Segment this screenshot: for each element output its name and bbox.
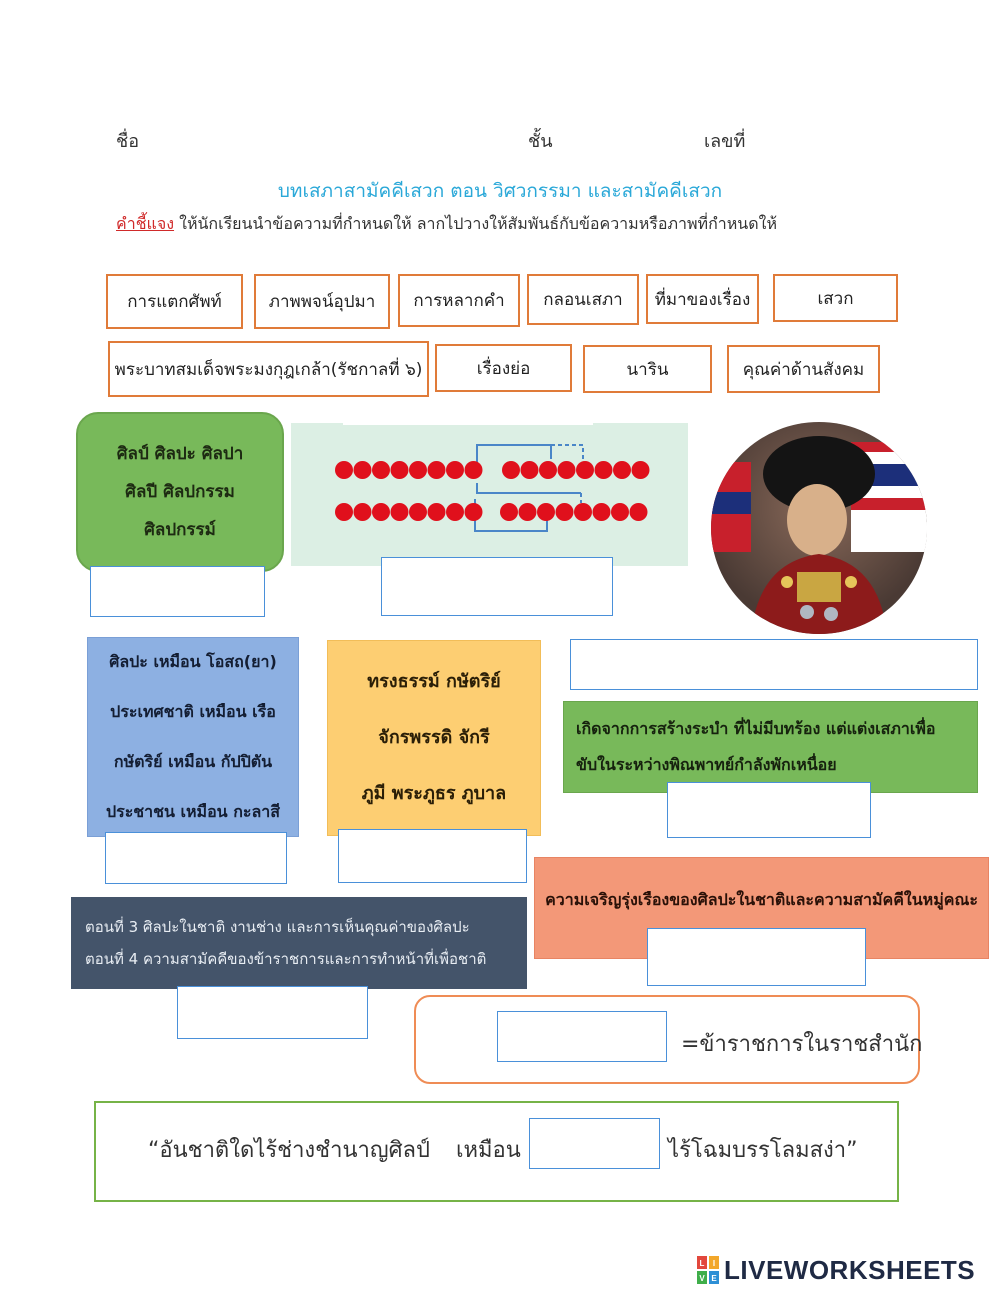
quote-left: “อันชาติใดไร้ช่างชำนาญศิลป์ xyxy=(148,1138,430,1163)
definition-text: =ข้าราชการในราชสำนัก xyxy=(681,1032,923,1057)
syllable-dots-row-1 xyxy=(335,461,650,479)
syllable-dot xyxy=(574,503,592,521)
drop-zone[interactable] xyxy=(647,928,866,986)
card-line: เกิดจากการสร้างระบำ ที่ไม่มีบทร้อง แต่แต่งเสภาเพื่อ xyxy=(576,719,936,738)
syllable-dot xyxy=(465,503,483,521)
card-line: ศิลป์ ศิลปะ ศิลปา xyxy=(116,444,244,464)
card-line: ตอนที่ 4 ความสามัคคีของข้าราชการและการทำหน้าที่เพื่อชาติ xyxy=(85,950,487,968)
syllable-dot xyxy=(537,503,555,521)
syllable-dot xyxy=(335,461,353,479)
syllable-dot xyxy=(372,503,390,521)
brand-name: LIVEWORKSHEETS xyxy=(724,1255,976,1285)
drop-zone[interactable] xyxy=(338,829,527,883)
drop-zone[interactable] xyxy=(570,639,978,690)
syllable-dot xyxy=(409,503,427,521)
syllable-dot xyxy=(428,503,446,521)
syllable-dot xyxy=(630,503,648,521)
logo-letter: I xyxy=(712,1259,716,1268)
answer-tile[interactable]: นาริน xyxy=(583,345,712,393)
verse-meter-diagram-icon xyxy=(291,423,688,566)
logo-letter: E xyxy=(711,1274,717,1283)
syllable-dot xyxy=(521,461,539,479)
drop-zone[interactable] xyxy=(667,782,871,838)
syllable-dot xyxy=(613,461,631,479)
drop-zone[interactable] xyxy=(90,566,265,617)
answer-tile[interactable]: เสวก xyxy=(773,274,898,322)
syllable-dot xyxy=(465,461,483,479)
drop-zone[interactable] xyxy=(105,832,287,884)
card-line: ประชาชน เหมือน กะลาสี xyxy=(105,802,281,821)
syllable-dot xyxy=(354,503,372,521)
syllable-dot xyxy=(539,461,557,479)
logo-svg xyxy=(697,1256,719,1284)
number-label: เลขที่ xyxy=(704,131,746,152)
syllable-dot xyxy=(409,461,427,479)
syllable-dot xyxy=(519,503,537,521)
card-line: ตอนที่ 3 ศิลปะในชาติ งานช่าง และการเห็นคุณค่าของศิลปะ xyxy=(85,918,470,936)
logo-letter: L xyxy=(699,1259,705,1268)
syllable-dot xyxy=(354,461,372,479)
synopsis-card xyxy=(71,897,527,989)
worksheet-title: บทเสภาสามัคคีเสวก ตอน วิศวกรรมา และสามัคคีเสวก xyxy=(277,180,723,202)
syllable-dot xyxy=(595,461,613,479)
syllable-dot xyxy=(611,503,629,521)
card-line: ศิลปี ศิลปกรรม xyxy=(125,482,235,502)
answer-tile[interactable]: เรื่องย่อ xyxy=(435,344,572,392)
drop-zone[interactable] xyxy=(529,1118,660,1169)
drop-zone[interactable] xyxy=(497,1011,667,1062)
syllable-dot xyxy=(558,461,576,479)
syllable-dot xyxy=(593,503,611,521)
verse-meter-svg xyxy=(291,423,688,566)
syllable-dot xyxy=(372,461,390,479)
syllable-dots-row-2 xyxy=(335,503,648,521)
drop-zone[interactable] xyxy=(381,557,613,616)
answer-tile[interactable]: การแตกศัพท์ xyxy=(106,274,243,329)
syllable-dot xyxy=(335,503,353,521)
instruction xyxy=(116,212,777,237)
name-label: ชื่อ xyxy=(116,131,140,152)
card-line: ความเจริญรุ่งเรืองของศิลปะในชาติและความสามัคคีในหมู่คณะ xyxy=(545,890,978,909)
card-line: ขับในระหว่างพิณพาทย์กำลังพักเหนื่อย xyxy=(576,755,837,774)
card-line: ศิลปะ เหมือน โอสถ(ยา) xyxy=(109,652,277,671)
instruction-label: คำชี้แจง xyxy=(116,214,175,233)
syllable-dot xyxy=(446,503,464,521)
answer-tile[interactable]: การหลากคำ xyxy=(398,274,520,327)
drop-zone[interactable] xyxy=(177,986,368,1039)
syllable-dot xyxy=(632,461,650,479)
answer-tile[interactable]: ภาพพจน์อุปมา xyxy=(254,274,390,329)
syllable-dot xyxy=(500,503,518,521)
grade-label: ชั้น xyxy=(528,131,553,152)
answer-tile[interactable]: ที่มาของเรื่อง xyxy=(646,274,759,324)
syllable-dot xyxy=(446,461,464,479)
syllable-dot xyxy=(428,461,446,479)
answer-tile[interactable]: กลอนเสภา xyxy=(527,274,639,325)
syllable-dot xyxy=(391,503,409,521)
king-portrait-icon xyxy=(711,422,927,634)
instruction-text: ให้นักเรียนนำข้อความที่กำหนดให้ ลากไปวางให้สัมพันธ์กับข้อความหรือภาพที่กำหนดให้ xyxy=(174,214,777,233)
quote-right: ไร้โฉมบรรโลมสง่า” xyxy=(668,1138,858,1163)
card-line: ภูมี พระภูธร ภูบาล xyxy=(361,783,507,804)
synonyms-card xyxy=(327,640,541,836)
quote-mid: เหมือน xyxy=(456,1138,521,1163)
syllable-dot xyxy=(556,503,574,521)
metaphor-card xyxy=(87,637,299,837)
answer-tile[interactable]: พระบาทสมเด็จพระมงกุฎเกล้า(รัชกาลที่ ๖) xyxy=(108,341,429,397)
card-line: กษัตริย์ เหมือน กัปปิตัน xyxy=(113,752,273,771)
card-line: ทรงธรรม์ กษัตริย์ xyxy=(367,671,501,692)
answer-tile[interactable]: คุณค่าด้านสังคม xyxy=(727,345,880,393)
logo-letter: V xyxy=(699,1274,705,1283)
card-line: ศิลปกรรม์ xyxy=(144,520,216,540)
syllable-dot xyxy=(502,461,520,479)
portrait-svg xyxy=(711,422,927,634)
origin-card xyxy=(563,701,978,793)
liveworksheets-logo-icon xyxy=(697,1256,719,1284)
card-line: ประเทศชาติ เหมือน เรือ xyxy=(110,702,276,721)
word-derivation-card xyxy=(76,412,284,572)
card-line: จักรพรรดิ จักรี xyxy=(378,727,490,748)
syllable-dot xyxy=(576,461,594,479)
syllable-dot xyxy=(391,461,409,479)
